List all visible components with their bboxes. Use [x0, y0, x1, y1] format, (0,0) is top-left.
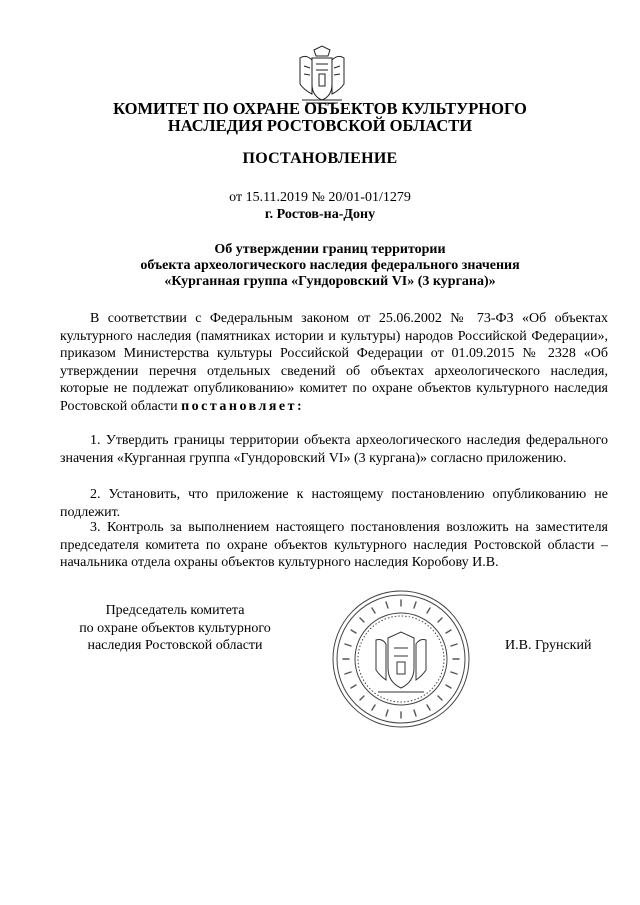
document-meta: [60, 189, 580, 223]
document-type: ПОСТАНОВЛЕНИЕ: [242, 150, 398, 167]
preamble-text: В соответствии с Федеральным законом от 25.06.2002 № 73-ФЗ «Об объектах культурного наследия (памятниках истории и культуры) народов Российской Федерации», приказом Министерства культуры Российской Федерации от 01.09.2015 № 2328 «Об утверждении перечня отдельных сведений об объектах археологического наследия, которые не подлежат опубликованию» комитет по охране объектов культурного наследия Ростовской области: [60, 311, 608, 414]
date-number: от 15.11.2019 № 20/01-01/1279: [229, 190, 411, 205]
signatory-title: [70, 602, 280, 655]
decree-word: постановляет:: [181, 398, 305, 414]
org-line-2: НАСЛЕДИЯ РОСТОВСКОЙ ОБЛАСТИ: [167, 116, 473, 135]
signatory-name: И.В. Грунский: [505, 638, 592, 653]
preamble-paragraph: [60, 310, 608, 415]
item-2: 2. Установить, что приложение к настоящему постановлению опубликованию не подлежит.: [60, 487, 608, 520]
item-3: 3. Контроль за выполнением настоящего постановления возложить на заместителя председателя комитета по охране объектов культурного наследия Ростовской области – начальника отдела охраны объектов культурного наследия Коробову И.В.: [60, 520, 608, 570]
organization-name: [60, 100, 580, 134]
subject-line-2: объекта археологического наследия федерального значения: [140, 258, 520, 273]
signatory-title-line-1: Председатель комитета: [105, 603, 245, 618]
city: г. Ростов-на-Дону: [264, 207, 376, 222]
official-seal-icon: [330, 588, 472, 730]
signatory-title-line-3: наследия Ростовской области: [87, 638, 263, 653]
document-subject: [80, 242, 580, 290]
item-1: 1. Утвердить границы территории объекта археологического наследия федерального значения «Курганная группа «Гундоровский VI» (3 кургана)» согласно приложению.: [60, 433, 608, 466]
coat-of-arms-icon: [292, 44, 352, 106]
subject-line-1: Об утверждении границ территории: [214, 242, 446, 257]
org-line-1: КОМИТЕТ ПО ОХРАНЕ ОБЪЕКТОВ КУЛЬТУРНОГО: [113, 99, 527, 118]
subject-line-3: «Курганная группа «Гундоровский VI» (3 кургана)»: [164, 274, 496, 289]
signatory-title-line-2: по охране объектов культурного: [79, 620, 271, 636]
